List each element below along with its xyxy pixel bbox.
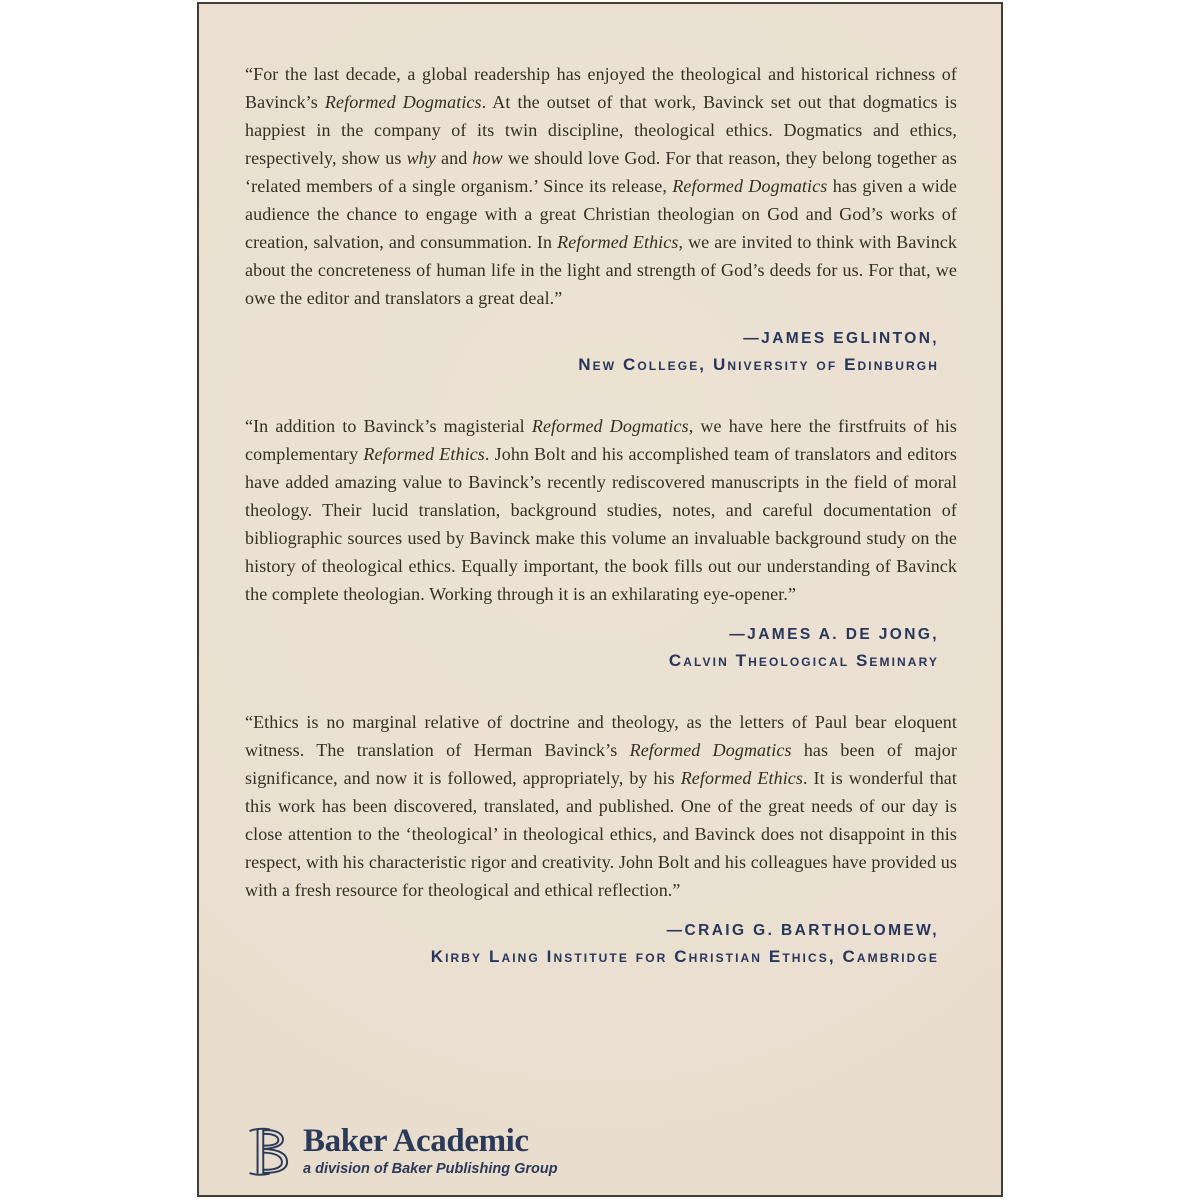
publisher-logo xyxy=(245,1123,558,1179)
attribution-affiliation: Calvin Theological Seminary xyxy=(668,651,939,670)
back-cover-paper xyxy=(197,2,1003,1197)
attribution-name: —CRAIG G. BARTHOLOMEW, xyxy=(666,922,939,939)
attribution-affiliation: New College, University of Edinburgh xyxy=(578,355,939,374)
baker-monogram-icon xyxy=(245,1123,295,1179)
endorsement-quote xyxy=(245,708,957,970)
publisher-name: Baker Academic xyxy=(303,1122,529,1159)
quote-text: “Ethics is no marginal relative of doctrine and theology, as the letters of Paul bear eloquent witness. The translation of Herman Bavinck’s Reformed Dogmatics has been of major significance, and now it is followed, appropriately, by his Reformed Ethics. It is wonderful that this work has been discovered, translated, and published. One of the great needs of our day is close attention to the ‘theological’ in theological ethics, and Bavinck does not disappoint in this respect, with his characteristic rigor and creativity. John Bolt and his colleagues have provided us with a fresh resource for theological and ethical reflection.” xyxy=(245,712,957,900)
endorsements-section xyxy=(245,60,957,1004)
attribution-name: —JAMES A. DE JONG, xyxy=(729,626,939,643)
attribution xyxy=(245,326,957,378)
endorsement-quote xyxy=(245,412,957,674)
attribution-name: —JAMES EGLINTON, xyxy=(743,330,939,347)
quote-text: “In addition to Bavinck’s magisterial Reformed Dogmatics, we have here the firstfruits of his complementary Reformed Ethics. John Bolt and his accomplished team of translators and editors have added amazing value to Bavinck’s recently rediscovered manuscripts in the field of moral theology. Their lucid translation, background studies, notes, and careful documentation of bibliographic sources used by Bavinck make this volume an invaluable background study on the history of theological ethics. Equally important, the book fills out our understanding of Bavinck the complete theologian. Working through it is an exhilarating eye-opener.” xyxy=(245,416,957,604)
endorsement-quote xyxy=(245,60,957,378)
quote-text: “For the last decade, a global readership has enjoyed the theological and historical richness of Bavinck’s Reformed Dogmatics. At the outset of that work, Bavinck set out that dogmatics is happiest in the company of its twin discipline, theological ethics. Dogmatics and ethics, respectively, show us why and how we should love God. For that reason, they belong together as ‘related members of a single organism.’ Since its release, Reformed Dogmatics has given a wide audience the chance to engage with a great Christian theologian on God and God’s works of creation, salvation, and consummation. In Reformed Ethics, we are invited to think with Bavinck about the concreteness of human life in the light and strength of God’s deeds for us. For that, we owe the editor and translators a great deal.” xyxy=(245,64,957,308)
publisher-tagline: a division of Baker Publishing Group xyxy=(303,1160,558,1177)
publisher-text xyxy=(303,1124,558,1179)
attribution xyxy=(245,918,957,970)
attribution xyxy=(245,622,957,674)
attribution-affiliation: Kirby Laing Institute for Christian Ethics, Cambridge xyxy=(430,947,939,966)
